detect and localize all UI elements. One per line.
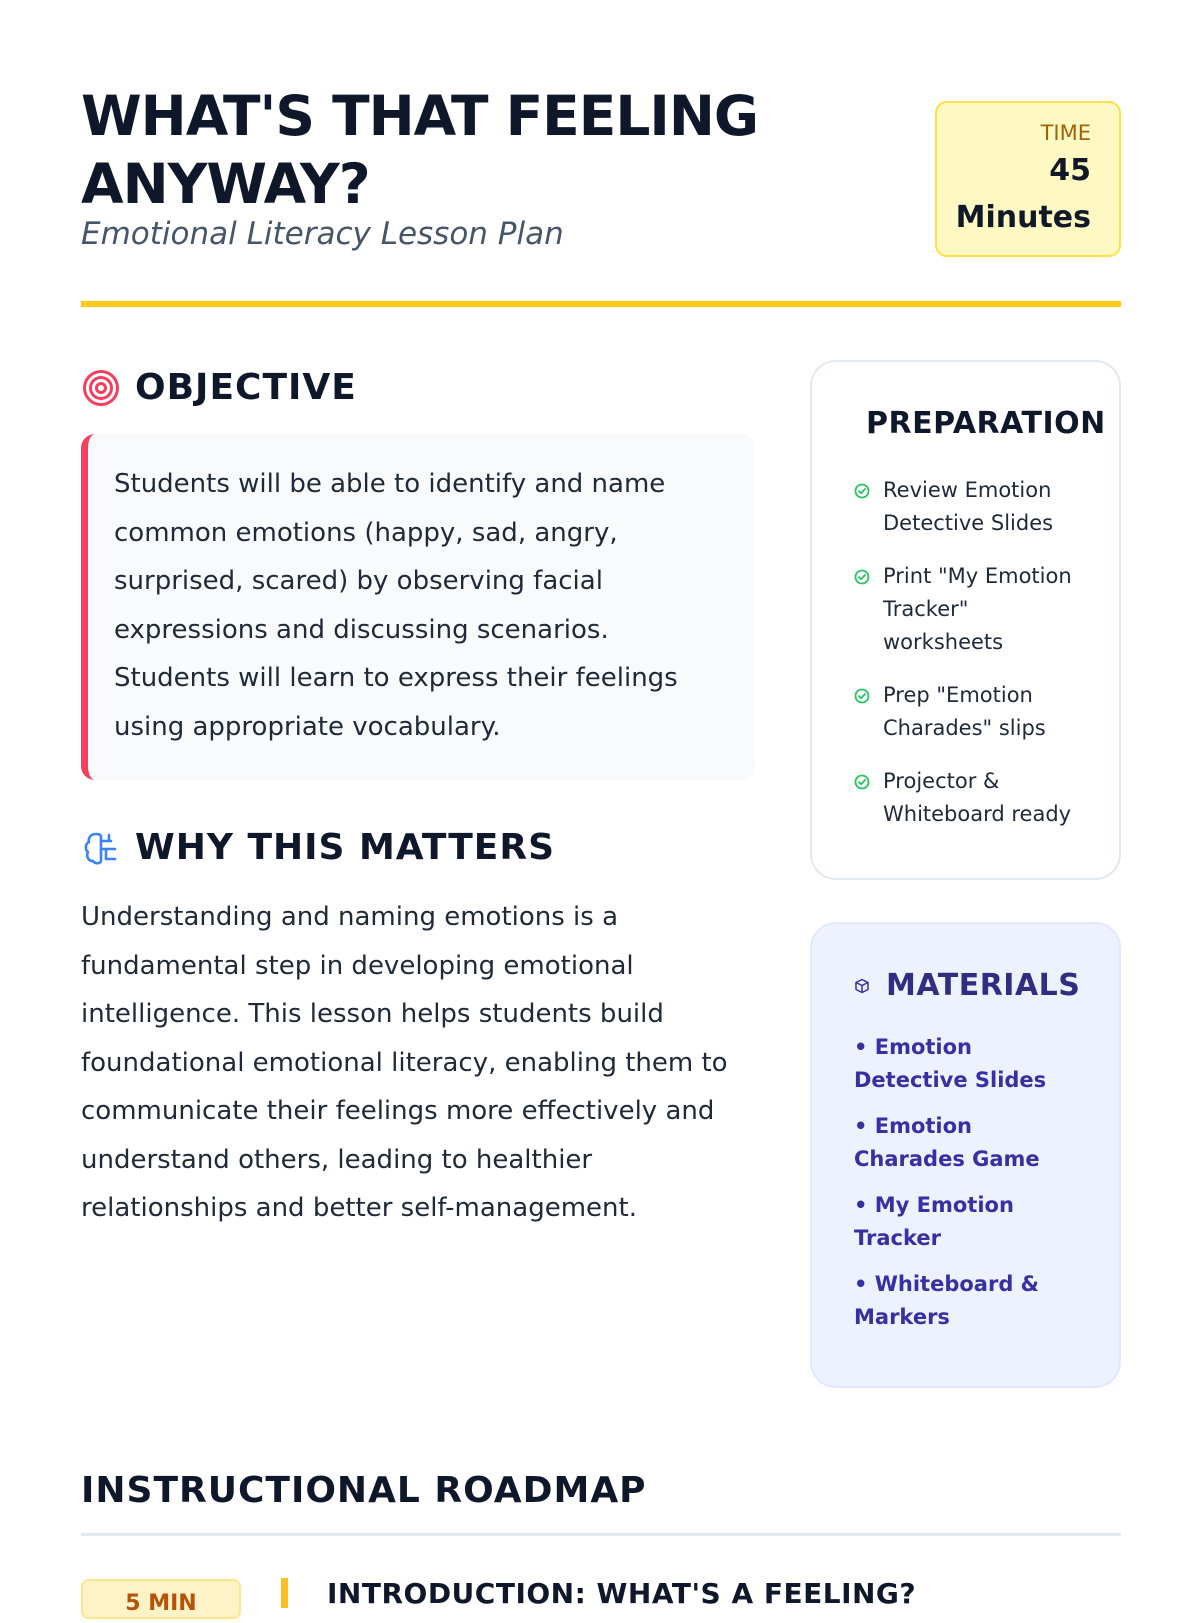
page-title: WHAT'S THAT FEELING ANYWAY? [81, 84, 759, 216]
target-icon [81, 368, 121, 408]
preparation-list [854, 474, 1119, 831]
objective-heading [81, 367, 357, 408]
box-icon [854, 978, 870, 994]
preparation-item-label: Print "My Emotion Tracker" worksheets [883, 564, 1072, 654]
materials-card [810, 922, 1121, 1388]
preparation-item-label: Projector & Whiteboard ready [883, 769, 1072, 826]
header-divider [81, 301, 1121, 307]
step-title: INTRODUCTION: WHAT'S A FEELING? [327, 1577, 917, 1610]
lesson-plan-page [81, 0, 1121, 1616]
preparation-card [810, 360, 1121, 880]
step-duration-badge: 5 MIN [81, 1579, 241, 1619]
materials-item: • Whiteboard & Markers [854, 1272, 1039, 1329]
check-circle-icon [854, 569, 870, 585]
why-heading-label: WHY THIS MATTERS [135, 827, 556, 868]
preparation-heading: PREPARATION [866, 406, 1106, 441]
materials-item: • My Emotion Tracker [854, 1193, 1014, 1250]
materials-heading [854, 968, 1119, 1003]
step-accent-bar [281, 1578, 288, 1608]
brain-icon [81, 828, 121, 868]
preparation-item [854, 765, 1119, 831]
header [81, 82, 1121, 302]
why-text: Understanding and naming emotions is a fundamental step in developing emotional intelligence. This lesson helps students build foundational emotional literacy, enabling them to communicate their feelings more effectively and understand others, leading to healthier relationships and better self-management. [81, 902, 728, 1223]
why-heading [81, 827, 555, 868]
preparation-item [854, 474, 1119, 540]
preparation-item [854, 560, 1119, 659]
time-unit: Minutes [955, 200, 1091, 235]
preparation-item-label: Prep "Emotion Charades" slips [883, 683, 1046, 740]
time-value: 45 [1049, 153, 1091, 188]
roadmap-divider [81, 1533, 1121, 1536]
materials-item: • Emotion Charades Game [854, 1114, 1040, 1171]
objective-text: Students will be able to identify and name common emotions (happy, sad, angry, surprised, scared) by observing facial expressions and discussing scenarios. Students will learn to express their feelings using appropriate vocabulary. [114, 469, 678, 742]
check-circle-icon [854, 483, 870, 499]
materials-item: • Emotion Detective Slides [854, 1035, 1047, 1092]
check-circle-icon [854, 688, 870, 704]
page-subtitle: Emotional Literacy Lesson Plan [81, 216, 564, 252]
time-label: TIME [1040, 121, 1091, 145]
time-badge [935, 101, 1121, 257]
objective-card [81, 434, 755, 780]
preparation-item-label: Review Emotion Detective Slides [883, 478, 1054, 535]
materials-heading-label: MATERIALS [886, 968, 1081, 1003]
materials-list [854, 1031, 1084, 1334]
preparation-item [854, 679, 1119, 745]
objective-heading-label: OBJECTIVE [135, 367, 357, 408]
roadmap-heading: INSTRUCTIONAL ROADMAP [81, 1470, 647, 1511]
check-circle-icon [854, 774, 870, 790]
